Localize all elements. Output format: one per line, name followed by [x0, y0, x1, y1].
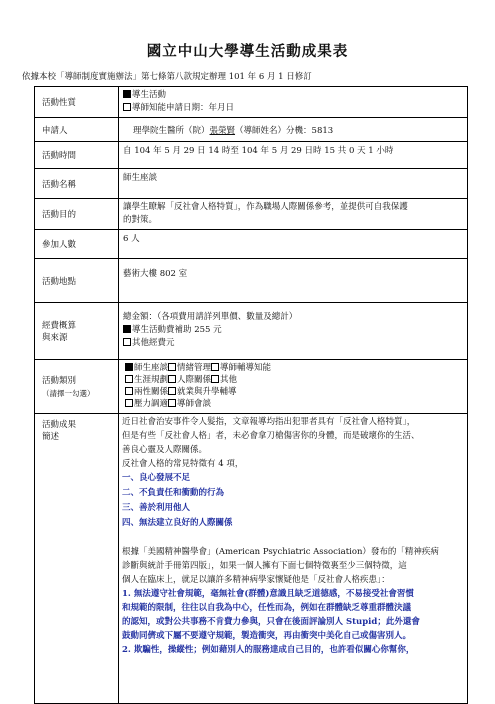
applicant-department: 理學院生醫所（院）: [133, 125, 210, 136]
row-category: [35, 360, 468, 414]
activity-name-value: 師生座談: [119, 169, 468, 199]
regulation-subtitle: 依據本校「導師制度實施辦法」第七條第八款規定辦理 101 年 6 月 1 日修訂: [22, 72, 312, 82]
row-activity-time: [35, 142, 468, 169]
checkbox-stress[interactable]: [125, 399, 133, 407]
row-applicant: [35, 118, 468, 142]
applicant-extension: （導師姓名）分機：5813: [235, 125, 334, 136]
trait-item: 三、善於利用他人: [122, 503, 191, 513]
checkbox-career-planning[interactable]: [125, 375, 133, 383]
trait-item: 一、良心發展不足: [122, 473, 191, 483]
label-activity-name: 活動名稱: [35, 169, 119, 199]
option-budget-other[interactable]: 其他經費元: [123, 337, 463, 350]
checkbox-tutor-activity[interactable]: [123, 90, 131, 98]
option-tutor-training[interactable]: 導師知能申請日期：年月日: [123, 102, 463, 115]
checkbox-budget-subsidy[interactable]: [123, 325, 131, 333]
activity-purpose-value: 讓學生瞭解「反社會人格特質」，作為職場人際關係參考，並提供可自我保護 的對策。: [119, 199, 468, 230]
participants-value: 6 人: [119, 230, 468, 259]
row-activity-nature: [35, 87, 468, 118]
option-tutor-activity[interactable]: 導生活動: [123, 89, 463, 102]
checkbox-interpersonal[interactable]: [168, 375, 176, 383]
budget-header: 總金額：（各項費用請詳列單價、數量及總計）: [123, 312, 298, 322]
checkbox-budget-other[interactable]: [123, 338, 131, 346]
row-activity-purpose: [35, 199, 468, 230]
applicant-value: [119, 118, 468, 142]
checkbox-tutor-counseling[interactable]: [211, 363, 219, 371]
label-applicant: 申請人: [35, 118, 119, 142]
activity-time-value: 自 104 年 5 月 29 日 14 時至 104 年 5 月 29 日時 15 共 0 天 1 小時: [119, 142, 468, 169]
label-category: 活動類別 （請擇一勾選）: [35, 360, 119, 414]
location-value: 藝術大樓 802 室: [119, 259, 468, 303]
label-budget: 經費概算 與來源: [35, 303, 119, 360]
label-location: 活動地點: [35, 259, 119, 303]
checkbox-emotion-management[interactable]: [168, 363, 176, 371]
row-activity-name: [35, 169, 468, 199]
label-activity-time: 活動時間: [35, 142, 119, 169]
row-results: [35, 414, 468, 704]
row-budget: [35, 303, 468, 360]
row-location: [35, 259, 468, 303]
page-title: 國立中山大學導生活動成果表: [146, 43, 349, 60]
category-options: 師生座談 情緒管理 導師輔導知能 生涯規劃 人際關係 其他 兩性關係 就業與升學輔導 壓力調適 導師會談: [119, 360, 468, 414]
option-budget-subsidy[interactable]: 導生活動費補助 255 元: [123, 324, 463, 337]
trait-item: 二、不負責任和衝動的行為: [122, 488, 225, 498]
checkbox-tutor-training[interactable]: [123, 103, 131, 111]
results-value: 近日社會治安事件令人髮指，文章報導均指出犯罪者具有「反社會人格特質」， 但是有些「反社會人格」者，未必會拿刀槍傷害你的身體，而是破壞你的生活、 善良心靈及人際關係。 反社會人格的常見特徵有 4 項， 一、良心發展不足 二、不負責任和衝動的行為 三、善於利用他人 四、無法建立良好的人際關係 根據「美國精神醫學會」(American Psychiatric Association）發布的「精神疾病 診斷與統計手冊第四版」，如果一個人擁有下面七個特徵裏至少三個特徵，這 個人在臨床上，就足以讓許多精神病學家懷疑他是「反社會人格疾患」： 1. 無法遵守社會規範，毫無社會(群體)意識且缺乏道德感，不易接受社會習慣 和規範的限制，往往以自我為中心，任性而為，例如在群體缺乏尊重群體決議 的認知，或對公共事務不肯費力參與，只會在後面評論別人 Stupid；此外還會 鼓動同儕或下屬不要遵守規範，製造衝突，再由衝突中美化自己或傷害別人。 2. 欺騙性，操縱性；例如藉別人的服務達成自己目的，也許看似關心你幫你，: [119, 414, 468, 704]
row-participants: [35, 230, 468, 259]
checkbox-tutor-meeting[interactable]: [168, 399, 176, 407]
label-participants: 參加人數: [35, 230, 119, 259]
checkbox-other[interactable]: [211, 375, 219, 383]
label-results: 活動成果 簡述: [35, 414, 119, 704]
budget-value: [119, 303, 468, 360]
activity-report-form: [34, 86, 468, 704]
checkbox-teacher-student-talk[interactable]: [125, 363, 133, 371]
applicant-name: 張榮賢: [209, 125, 236, 136]
trait-item: 四、無法建立良好的人際關係: [122, 518, 233, 528]
label-activity-nature: 活動性質: [35, 87, 119, 118]
label-activity-purpose: 活動目的: [35, 199, 119, 230]
activity-nature-options: [119, 87, 468, 118]
checkbox-gender-relations[interactable]: [125, 387, 133, 395]
checkbox-employment[interactable]: [168, 387, 176, 395]
